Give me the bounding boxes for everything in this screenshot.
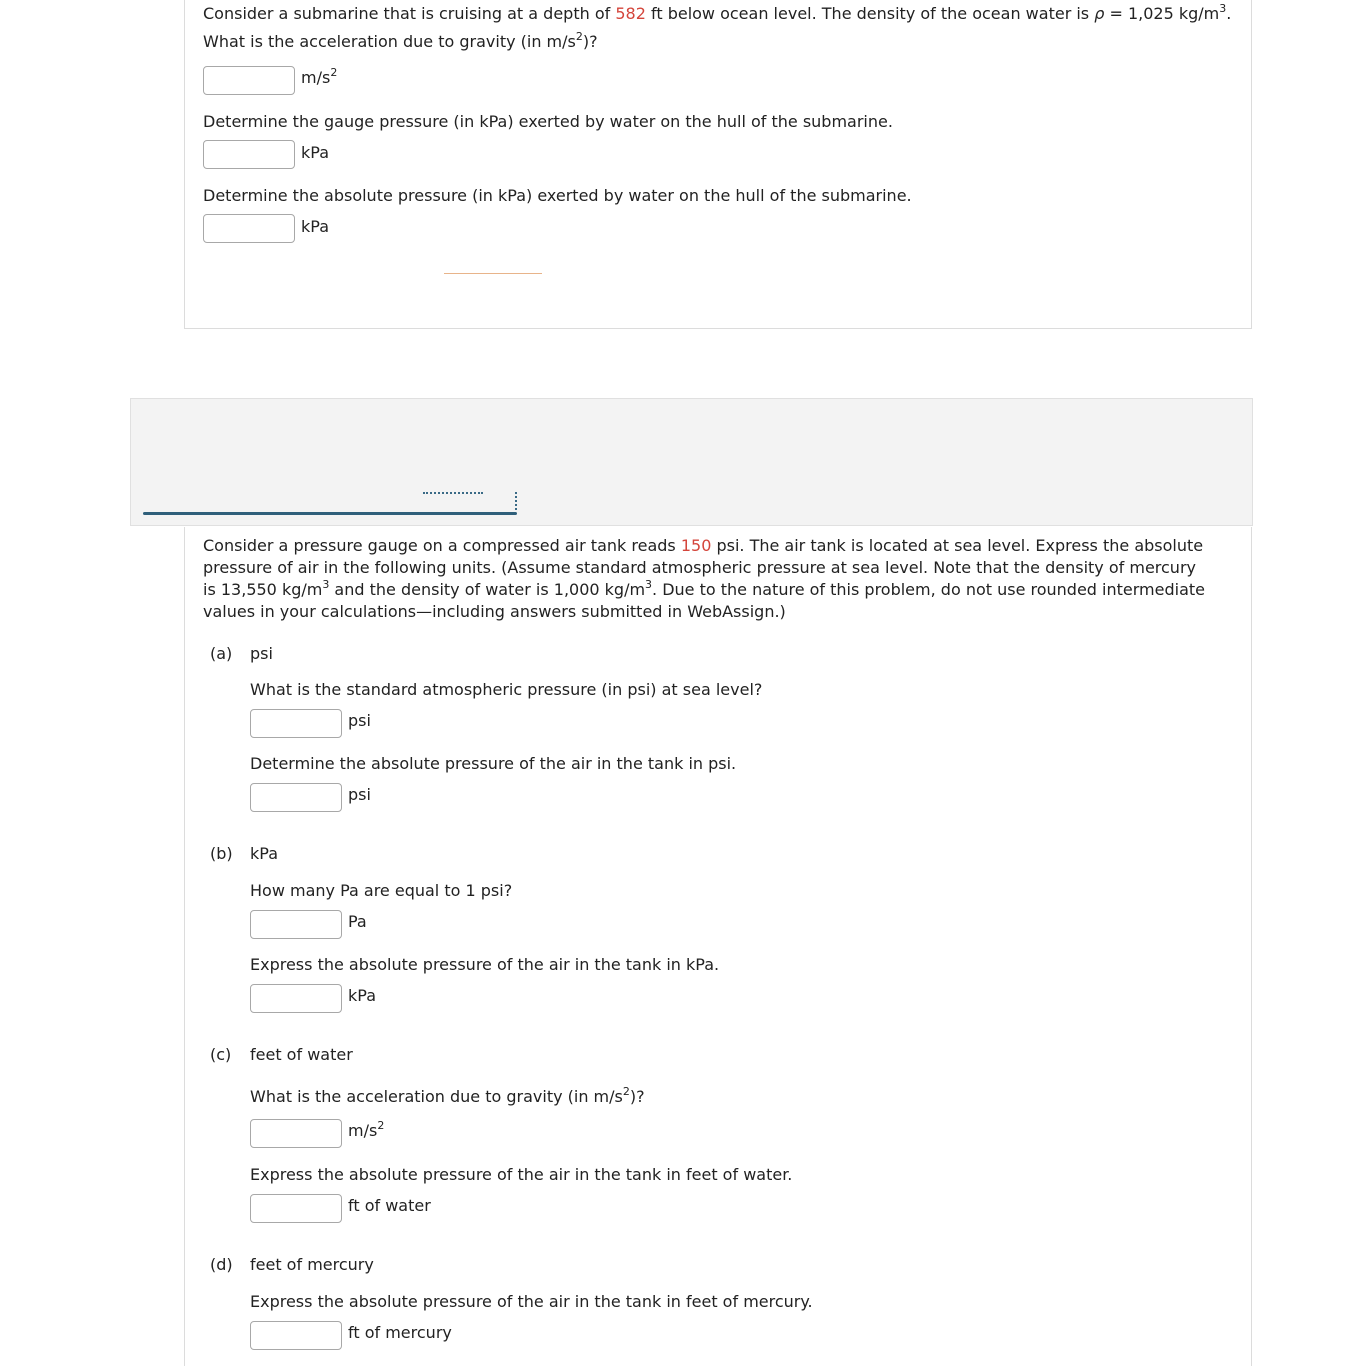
band-dotted-tick bbox=[515, 492, 519, 510]
question-panel-2 bbox=[184, 527, 1252, 1366]
part-c-question-1: What is the acceleration due to gravity (in $m/s^2$)? bbox=[250, 1085, 645, 1106]
part-b-name: kPa bbox=[250, 844, 278, 863]
gauge-reading-value: 150 bbox=[680, 536, 712, 555]
part-d-label: (d) bbox=[210, 1255, 233, 1274]
problem1-question-absolute: Determine the absolute pressure (in kPa) exerted by water on the hull of the submarine. bbox=[203, 186, 912, 205]
problem2-intro: Consider a pressure gauge on a compressed air tank reads 150 psi. The air tank is located at sea level. Express the absolute pressure of air in the following units. (Assume standard atmospheric pressure at sea level. Note that the density of mercury is 13,550 $kg/m^3$ and the density of water is 1,000 $kg/m^3$. Due to the nature of this problem, do not use rounded intermediate values in your calculations—including answers submitted in WebAssign.) bbox=[203, 536, 1205, 621]
part-a-answer-input-2[interactable] bbox=[250, 783, 342, 812]
part-b-unit-2: kPa bbox=[348, 986, 376, 1005]
part-d-answer-input-1[interactable] bbox=[250, 1321, 342, 1350]
problem1-question-gravity: What is the acceleration due to gravity (in $m/s^2$)? bbox=[203, 30, 598, 51]
absolute-pressure-unit: kPa bbox=[301, 217, 329, 236]
part-d-name: feet of mercury bbox=[250, 1255, 374, 1274]
part-c-answer-input-1[interactable] bbox=[250, 1119, 342, 1148]
divider-line bbox=[444, 273, 542, 274]
part-c-unit-1: $m/s^2$ bbox=[348, 1119, 385, 1140]
absolute-pressure-answer-input[interactable] bbox=[203, 214, 295, 243]
gauge-pressure-unit: kPa bbox=[301, 143, 329, 162]
part-c-answer-input-2[interactable] bbox=[250, 1194, 342, 1223]
part-c-name: feet of water bbox=[250, 1045, 353, 1064]
part-a-unit-2: psi bbox=[348, 785, 371, 804]
question-header-band bbox=[130, 398, 1253, 526]
rho-symbol: ρ bbox=[1094, 4, 1105, 23]
part-a-question-2: Determine the absolute pressure of the air in the tank in psi. bbox=[250, 754, 737, 773]
part-d-unit-1: ft of mercury bbox=[348, 1323, 452, 1342]
part-b-answer-input-2[interactable] bbox=[250, 984, 342, 1013]
gauge-pressure-answer-input[interactable] bbox=[203, 140, 295, 169]
part-c-label: (c) bbox=[210, 1045, 232, 1064]
part-b-question-1: How many Pa are equal to 1 psi? bbox=[250, 881, 513, 900]
depth-value: 582 bbox=[615, 4, 646, 23]
part-d-question-1: Express the absolute pressure of the air in the tank in feet of mercury. bbox=[250, 1292, 813, 1311]
band-dotted-line bbox=[423, 492, 483, 496]
part-c-question-2: Express the absolute pressure of the air in the tank in feet of water. bbox=[250, 1165, 793, 1184]
part-b-question-2: Express the absolute pressure of the air in the tank in kPa. bbox=[250, 955, 720, 974]
band-accent-bar bbox=[143, 512, 517, 515]
part-a-unit-1: psi bbox=[348, 711, 371, 730]
problem1-question-gauge: Determine the gauge pressure (in kPa) exerted by water on the hull of the submarine. bbox=[203, 112, 893, 131]
gravity-answer-input[interactable] bbox=[203, 66, 295, 95]
part-b-answer-input-1[interactable] bbox=[250, 910, 342, 939]
part-a-label: (a) bbox=[210, 644, 233, 663]
part-a-name: psi bbox=[250, 644, 273, 663]
part-b-unit-1: Pa bbox=[348, 912, 367, 931]
gravity-unit: $m/s^2$ bbox=[301, 66, 338, 87]
problem1-intro: Consider a submarine that is cruising at a depth of 582 ft below ocean level. The density of the ocean water is ρ = 1,025 $kg/m^3$. bbox=[203, 2, 1232, 23]
part-a-question-1: What is the standard atmospheric pressure (in psi) at sea level? bbox=[250, 680, 763, 699]
part-a-answer-input-1[interactable] bbox=[250, 709, 342, 738]
part-c-unit-2: ft of water bbox=[348, 1196, 431, 1215]
part-b-label: (b) bbox=[210, 844, 233, 863]
